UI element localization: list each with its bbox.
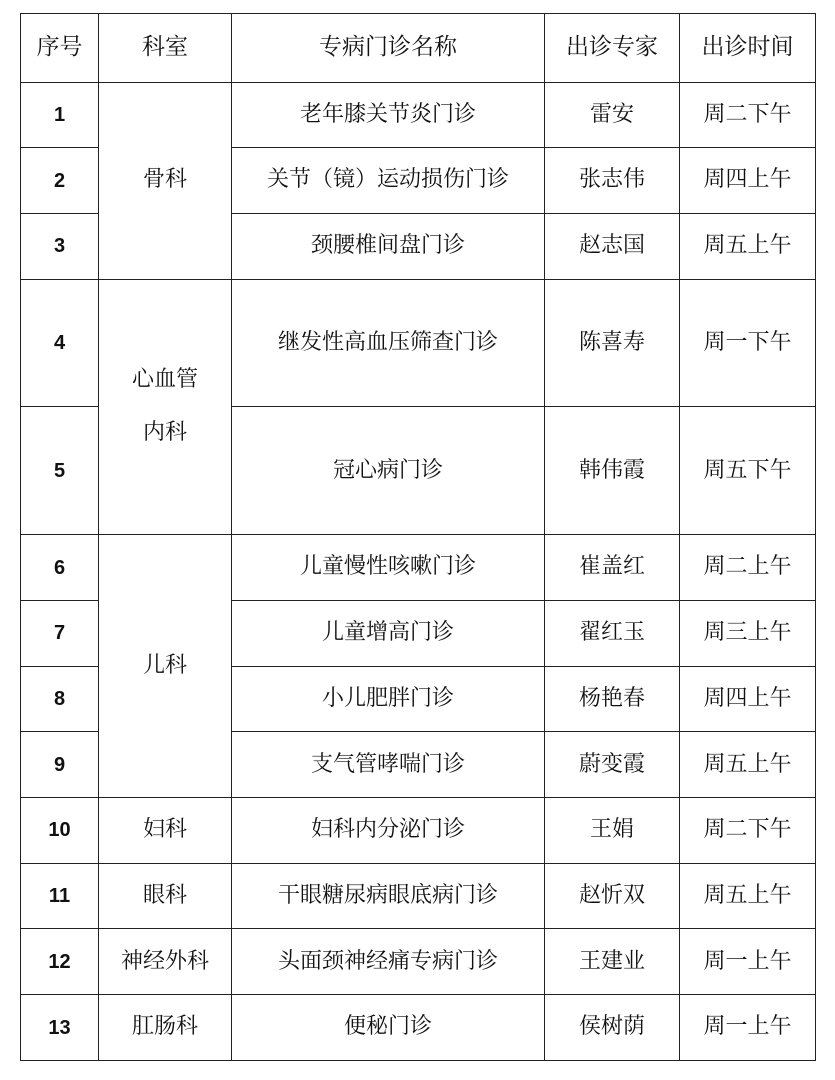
clinic-name: 小儿肥胖门诊 [232,666,545,732]
row-index: 6 [21,535,99,601]
expert-name: 张志伟 [545,148,680,214]
department-cell-orthopedics: 骨科 [99,82,232,279]
department-cell-anorectal: 肛肠科 [99,995,232,1061]
clinic-name: 颈腰椎间盘门诊 [232,213,545,279]
table-row [21,929,816,995]
table-row [21,995,816,1061]
department-cell-ophthalmology: 眼科 [99,863,232,929]
clinic-name: 继发性高血压筛查门诊 [232,279,545,407]
row-index: 2 [21,148,99,214]
row-index: 12 [21,929,99,995]
clinic-time: 周三上午 [680,601,816,667]
expert-name: 雷安 [545,82,680,148]
expert-name: 王娟 [545,798,680,864]
expert-name: 翟红玉 [545,601,680,667]
header-index: 序号 [21,14,99,83]
clinic-name: 便秘门诊 [232,995,545,1061]
expert-name: 侯树荫 [545,995,680,1061]
expert-name: 赵志国 [545,213,680,279]
clinic-time: 周四上午 [680,666,816,732]
clinic-name: 头面颈神经痛专病门诊 [232,929,545,995]
expert-name: 王建业 [545,929,680,995]
table-row [21,863,816,929]
row-index: 10 [21,798,99,864]
clinic-time: 周五上午 [680,863,816,929]
table-row [21,279,816,407]
row-index: 13 [21,995,99,1061]
clinic-time: 周五上午 [680,213,816,279]
header-clinic: 专病门诊名称 [232,14,545,83]
expert-name: 杨艳春 [545,666,680,732]
header-expert: 出诊专家 [545,14,680,83]
row-index: 1 [21,82,99,148]
clinic-time: 周二上午 [680,535,816,601]
clinic-time: 周一下午 [680,279,816,407]
clinic-name: 关节（镜）运动损伤门诊 [232,148,545,214]
department-label-line-2: 内科 [142,419,187,445]
clinic-name: 老年膝关节炎门诊 [232,82,545,148]
clinic-time: 周二下午 [680,82,816,148]
clinic-name: 冠心病门诊 [232,407,545,535]
header-department: 科室 [99,14,232,83]
clinic-time: 周一上午 [680,929,816,995]
table-row [21,82,816,148]
clinic-name: 妇科内分泌门诊 [232,798,545,864]
department-label-line-1: 心血管 [131,367,198,393]
department-cell-cardiology [99,279,232,535]
row-index: 5 [21,407,99,535]
clinic-time: 周四上午 [680,148,816,214]
clinic-name: 干眼糖尿病眼底病门诊 [232,863,545,929]
row-index: 9 [21,732,99,798]
expert-name: 韩伟霞 [545,407,680,535]
row-index: 4 [21,279,99,407]
expert-name: 崔盖红 [545,535,680,601]
department-cell-neurosurgery: 神经外科 [99,929,232,995]
table-header-row [21,14,816,83]
clinic-name: 支气管哮喘门诊 [232,732,545,798]
header-time: 出诊时间 [680,14,816,83]
expert-name: 赵忻双 [545,863,680,929]
clinic-time: 周二下午 [680,798,816,864]
row-index: 7 [21,601,99,667]
department-cell-pediatrics: 儿科 [99,535,232,798]
row-index: 8 [21,666,99,732]
expert-name: 蔚变霞 [545,732,680,798]
clinic-name: 儿童慢性咳嗽门诊 [232,535,545,601]
row-index: 3 [21,213,99,279]
clinic-time: 周五上午 [680,732,816,798]
row-index: 11 [21,863,99,929]
clinic-schedule-table [20,13,816,1061]
expert-name: 陈喜寿 [545,279,680,407]
table-row [21,535,816,601]
department-cell-gynecology: 妇科 [99,798,232,864]
clinic-time: 周五下午 [680,407,816,535]
clinic-name: 儿童增高门诊 [232,601,545,667]
clinic-time: 周一上午 [680,995,816,1061]
table-row [21,798,816,864]
